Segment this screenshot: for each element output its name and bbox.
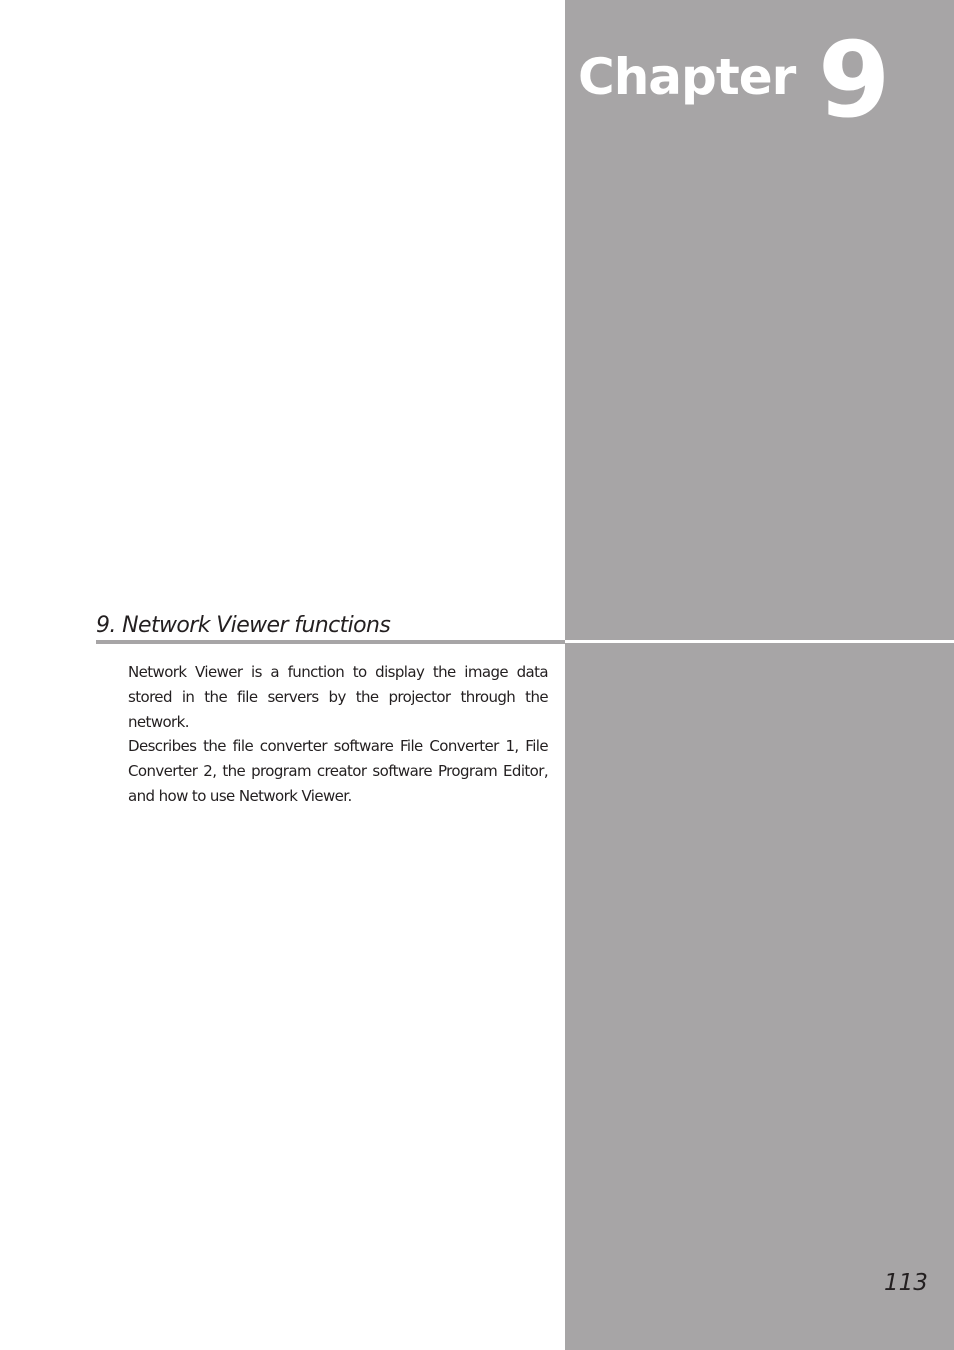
section-title: 9. Network Viewer functions — [96, 613, 391, 638]
body-paragraph: Network Viewer is a function to display the image data stored in the file servers by the projector through the network. — [128, 663, 548, 731]
chapter-number: 9 — [818, 19, 891, 141]
panel-divider — [565, 640, 954, 643]
chapter-side-panel — [565, 0, 954, 1350]
chapter-label: Chapter — [578, 48, 796, 106]
section-body — [128, 660, 548, 809]
body-paragraph: Describes the file converter software File Converter 1, File Converter 2, the program creator software Program Editor, and how to use Network Viewer. — [128, 737, 548, 805]
section-underline — [96, 640, 565, 644]
page-number: 113 — [884, 1270, 928, 1296]
